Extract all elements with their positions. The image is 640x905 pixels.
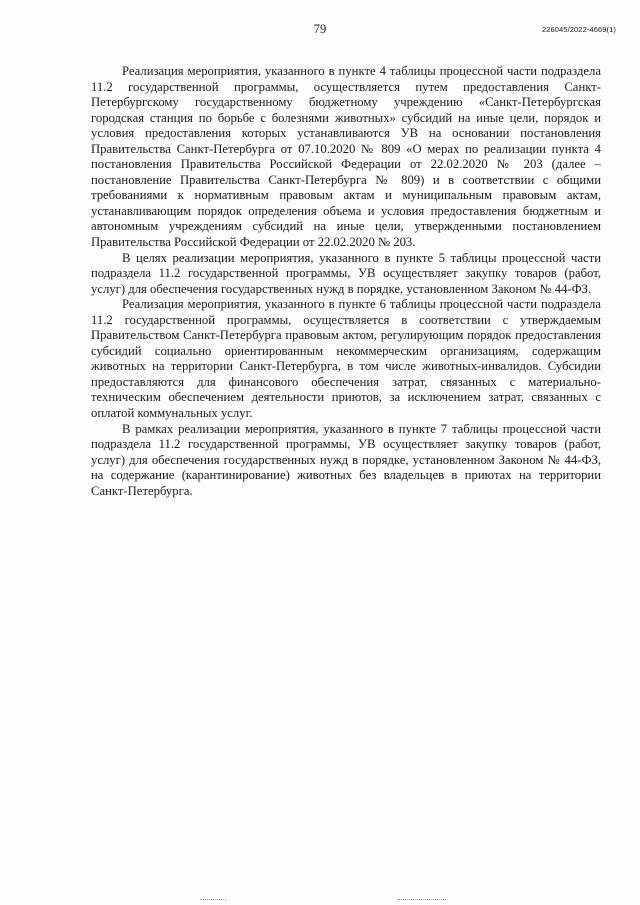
scan-artifact-left [200, 899, 226, 901]
document-registration-code: 226045/2022-4669(1) [541, 25, 616, 34]
paragraph-measure-5-procurement: В целях реализации мероприятия, указанного в пункте 5 таблицы процессной части подраздела 11.2 государственной программы, УВ осуществляет закупку товаров (работ, услуг) для обеспечения государственных нужд в порядке, установленном Законом № 44-ФЗ. [91, 250, 601, 296]
paragraph-measure-6-nonprofit-subsidies: Реализация мероприятия, указанного в пункте 6 таблицы процессной части подраздела 11.2 государственной программы, осуществляется в соответствии с утверждаемым Правительством Санкт-Петербурга правовым актом, регулирующим порядок предоставления субсидий социально ориентированным некоммерческим организациям, содержащим животных на территории Санкт-Петербурга, в том числе животных-инвалидов. Субсидии предоставляются для финансового обеспечения затрат, связанных с материально-техническим обеспечением деятельности приютов, за исключением затрат, связанных с оплатой коммунальных услуг. [91, 297, 601, 421]
paragraph-measure-4-subsidies: Реализация мероприятия, указанного в пункте 4 таблицы процессной части подраздела 11.2 государственной программы, осуществляется путем предоставления Санкт-Петербургскому государственному бюджетному учреждению «Санкт-Петербургская городская станция по борьбе с болезнями животных» субсидий на иные цели, порядок и условия предоставления которых устанавливаются УВ на основании постановления Правительства Санкт-Петербурга от 07.10.2020 № 809 «О мерах по реализации пункта 4 постановления Правительства Российской Федерации от 22.02.2020 № 203 (далее – постановление Правительства Санкт-Петербурга № 809) и в соответствии с общими требованиями к нормативным правовым актам и муниципальным правовым актам, устанавливающим порядок определения объема и условия предоставления бюджетным и автономным учреждениям субсидий на иные цели, утвержденными постановлением Правительства Российской Федерации от 22.02.2020 № 203. [91, 64, 601, 250]
paragraph-measure-7-shelters: В рамках реализации мероприятия, указанного в пункте 7 таблицы процессной части подраздела 11.2 государственной программы, УВ осуществляет закупку товаров (работ, услуг) для обеспечения государственных нужд в порядке, установленном Законом № 44-ФЗ, на содержание (карантинирование) животных без владельцев в приютах на территории Санкт-Петербурга. [91, 421, 601, 498]
scan-artifact-right [398, 899, 446, 901]
page-number: 79 [313, 22, 327, 36]
document-body [91, 64, 601, 499]
